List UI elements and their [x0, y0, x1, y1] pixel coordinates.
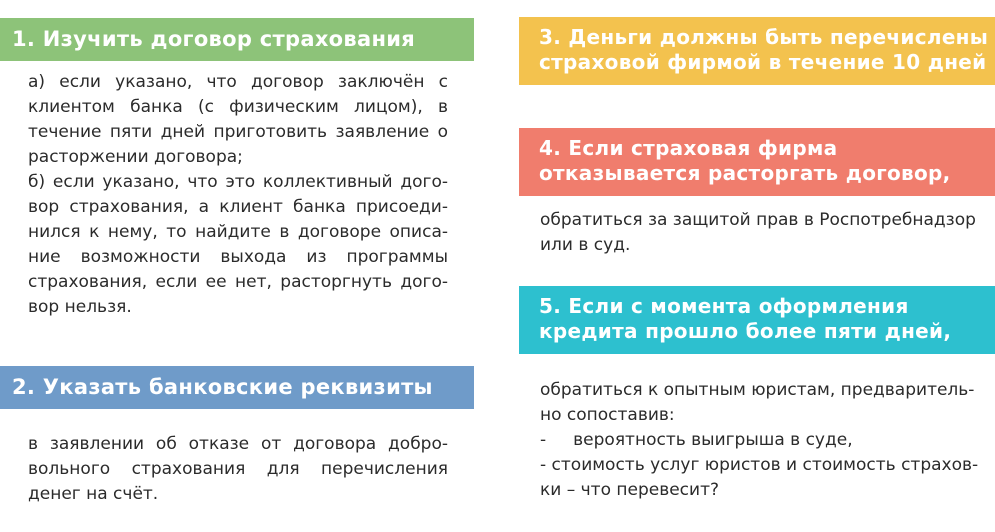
section-5-line: - стоимость услуг юристов и стоимость страхов-: [540, 455, 979, 475]
section-5-title-line: кредита прошло более пяти дней,: [539, 319, 952, 343]
section-1-line: течение пяти дней приготовить заявление о: [28, 122, 448, 142]
section-1-line: а) если указано, что договор заключён с: [28, 72, 448, 92]
section-1-line: б) если указано, что это коллективный дого-: [28, 172, 448, 192]
section-1-line: вор страхования, а клиент банка присоеди-: [28, 197, 448, 217]
section-1-line: нился к нему, то найдите в договоре описа-: [28, 222, 448, 242]
section-1-line: клиентом банка (с физическим лицом), в: [28, 97, 448, 117]
section-3-banner: [519, 17, 995, 85]
section-3-title-line: 3. Деньги должны быть перечислены: [539, 25, 989, 49]
section-3-title-line: страховой фирмой в течение 10 дней: [539, 50, 987, 74]
section-5-text: [540, 378, 990, 503]
section-1-title: 1. Изучить договор страхования: [12, 27, 416, 51]
section-4-title: [539, 136, 951, 186]
section-5-banner: [519, 286, 995, 354]
section-4-line: или в суд.: [540, 235, 631, 255]
section-1-text: [28, 70, 448, 320]
section-5-line: ки – что перевесит?: [540, 480, 719, 500]
section-2-title: 2. Указать банковские реквизиты: [12, 375, 433, 399]
section-2-line: в заявлении об отказе от договора добро-: [28, 434, 448, 454]
section-1-line: ние возможности выхода из программы: [28, 247, 448, 267]
section-1-banner: [0, 18, 474, 61]
section-5-title: [539, 294, 951, 344]
section-1-line: страхования, если ее нет, расторгнуть дого-: [28, 272, 448, 292]
section-4-line: обратиться за защитой прав в Роспотребнадзор: [540, 210, 976, 230]
section-5-line: - вероятность выигрыша в суде,: [540, 430, 853, 450]
section-1-line: расторжении договора;: [28, 147, 243, 167]
section-4-text: [540, 208, 990, 258]
section-1-line: вор нельзя.: [28, 297, 132, 317]
section-5-line: но сопоставив:: [540, 405, 675, 425]
section-4-title-line: 4. Если страховая фирма: [539, 136, 838, 160]
section-2-text: [28, 432, 448, 507]
section-3-title: [539, 25, 988, 75]
section-5-line: обратиться к опытным юристам, предваритель-: [540, 380, 975, 400]
section-2-line: денег на счёт.: [28, 484, 159, 504]
section-5-title-line: 5. Если с момента оформления: [539, 294, 909, 318]
section-4-banner: [519, 128, 995, 196]
section-2-line: вольного страхования для перечисления: [28, 459, 448, 479]
section-4-title-line: отказывается расторгать договор,: [539, 161, 951, 185]
section-2-banner: [0, 366, 474, 409]
